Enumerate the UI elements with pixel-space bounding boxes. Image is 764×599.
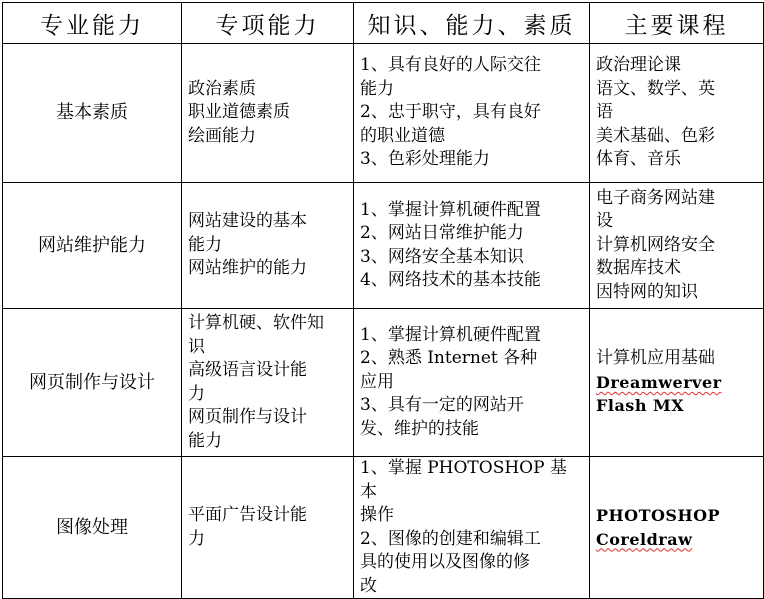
table-row [3, 309, 764, 457]
knowledge-line: 发、维护的技能 [360, 418, 479, 439]
table-row [3, 457, 764, 599]
header-courses: 主要课程 [590, 3, 764, 44]
knowledge-line: 的职业道德 [360, 125, 445, 146]
course-line-spellcheck: Dreamwerver [596, 372, 722, 392]
course-line: 计算机网络安全 [596, 234, 715, 255]
special-line: 力 [188, 383, 205, 404]
course-line: 体育、音乐 [596, 149, 681, 170]
special-line: 绘画能力 [188, 125, 256, 146]
knowledge-line: 能力 [360, 78, 394, 99]
special-line: 能力 [188, 430, 222, 451]
knowledge-line: 2、图像的创建和编辑工 [360, 528, 541, 549]
knowledge-line: 3、色彩处理能力 [360, 149, 490, 170]
special-line: 网站建设的基本 [188, 211, 307, 232]
knowledge-line: 1、掌握计算机硬件配置 [360, 324, 541, 345]
table-row [3, 44, 764, 183]
course-line: 电子商务网站建 [596, 187, 715, 208]
header-special: 专项能力 [182, 3, 354, 44]
knowledge-cell [354, 183, 590, 309]
special-line: 能力 [188, 234, 222, 255]
course-line-spellcheck: Coreldraw [596, 529, 693, 549]
courses-cell [590, 183, 764, 309]
course-line: Flash MX [596, 396, 685, 416]
knowledge-line: 1、掌握 PHOTOSHOP 基本 [360, 458, 567, 502]
knowledge-cell [354, 457, 590, 599]
header-row [3, 3, 764, 44]
course-line: 语文、数学、英 [596, 78, 715, 99]
special-line: 计算机硬、软件知 [188, 313, 324, 333]
knowledge-line: 3、具有一定的网站开 [360, 395, 524, 416]
courses-cell [590, 44, 764, 183]
knowledge-line: 4、网络技术的基本技能 [360, 270, 541, 290]
special-line: 平面广告设计能 [188, 505, 307, 525]
special-line: 力 [188, 528, 205, 549]
knowledge-cell [354, 309, 590, 457]
ability-cell: 网站维护能力 [3, 183, 182, 309]
course-line: 数据库技术 [596, 258, 681, 279]
course-line: 美术基础、色彩 [596, 125, 715, 146]
special-line: 网站维护的能力 [188, 258, 307, 279]
special-cell [182, 457, 354, 599]
special-line: 高级语言设计能 [188, 360, 307, 380]
knowledge-line: 改 [360, 575, 377, 596]
special-line: 识 [188, 336, 205, 357]
knowledge-line: 2、忠于职守，具有良好 [360, 102, 541, 123]
ability-cell: 基本素质 [3, 44, 182, 183]
course-line: 因特网的知识 [596, 281, 698, 302]
table-container [2, 2, 764, 599]
header-ability: 专业能力 [3, 3, 182, 44]
knowledge-line: 1、具有良好的人际交往 [360, 55, 541, 76]
curriculum-table [2, 2, 764, 599]
ability-cell: 网页制作与设计 [3, 309, 182, 457]
knowledge-line: 3、网络安全基本知识 [360, 246, 524, 267]
special-line: 职业道德素质 [188, 102, 290, 123]
course-line: 设 [596, 211, 613, 232]
courses-cell [590, 457, 764, 599]
special-line: 网页制作与设计 [188, 407, 307, 427]
course-line: PHOTOSHOP [596, 506, 721, 525]
special-cell [182, 309, 354, 457]
knowledge-cell [354, 44, 590, 183]
table-row [3, 183, 764, 309]
knowledge-line: 1、掌握计算机硬件配置 [360, 199, 541, 220]
special-cell [182, 183, 354, 309]
knowledge-line: 2、熟悉 Internet 各种 [360, 348, 538, 369]
special-cell [182, 44, 354, 183]
course-line: 计算机应用基础 [596, 348, 715, 369]
knowledge-line: 具的使用以及图像的修 [360, 552, 530, 572]
course-line: 政治理论课 [596, 55, 681, 76]
knowledge-line: 操作 [360, 505, 394, 525]
courses-cell [590, 309, 764, 457]
knowledge-line: 2、网站日常维护能力 [360, 223, 524, 243]
ability-cell: 图像处理 [3, 457, 182, 599]
header-knowledge: 知识、能力、素质 [354, 3, 590, 44]
course-line: 语 [596, 102, 613, 123]
knowledge-line: 应用 [360, 371, 394, 392]
special-line: 政治素质 [188, 78, 256, 99]
